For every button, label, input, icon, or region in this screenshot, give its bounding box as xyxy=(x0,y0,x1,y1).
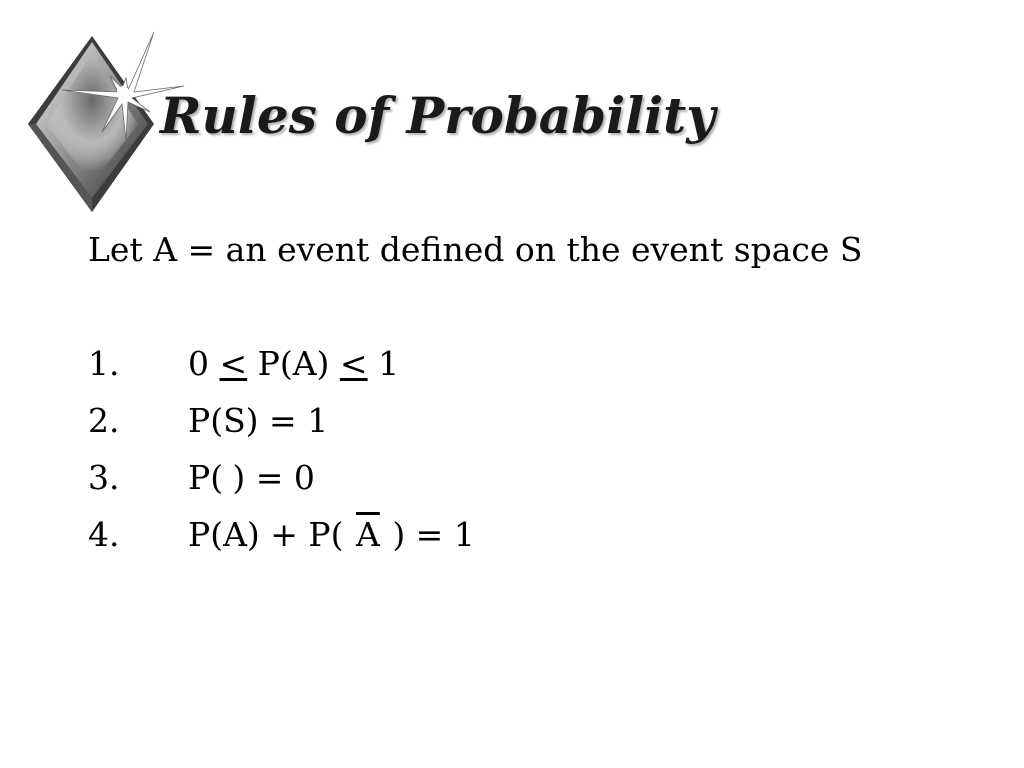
formula-part: P( xyxy=(188,458,224,497)
rule-number: 1. xyxy=(88,344,120,383)
intro-text: Let A = an event defined on the event space S xyxy=(88,230,863,269)
formula-part: ) = 0 xyxy=(232,458,315,497)
slide-title: Rules of Probability xyxy=(160,86,716,145)
formula-part: 0 xyxy=(188,344,220,383)
rule-formula xyxy=(188,344,399,384)
rule-formula xyxy=(188,515,475,555)
rule-formula: P(S) = 1 xyxy=(188,401,329,440)
complement-symbol: A xyxy=(355,515,380,554)
rule-number: 4. xyxy=(88,515,120,554)
rule-number: 2. xyxy=(88,401,120,440)
rule-number: 3. xyxy=(88,458,120,497)
rule-formula xyxy=(188,458,315,498)
formula-part: P(A) xyxy=(247,344,340,383)
less-equal-symbol: < xyxy=(219,344,248,383)
formula-part: ) = 1 xyxy=(381,515,475,554)
formula-part: P(A) + P( xyxy=(188,515,354,554)
formula-part: 1 xyxy=(367,344,400,383)
less-equal-symbol: < xyxy=(339,344,368,383)
